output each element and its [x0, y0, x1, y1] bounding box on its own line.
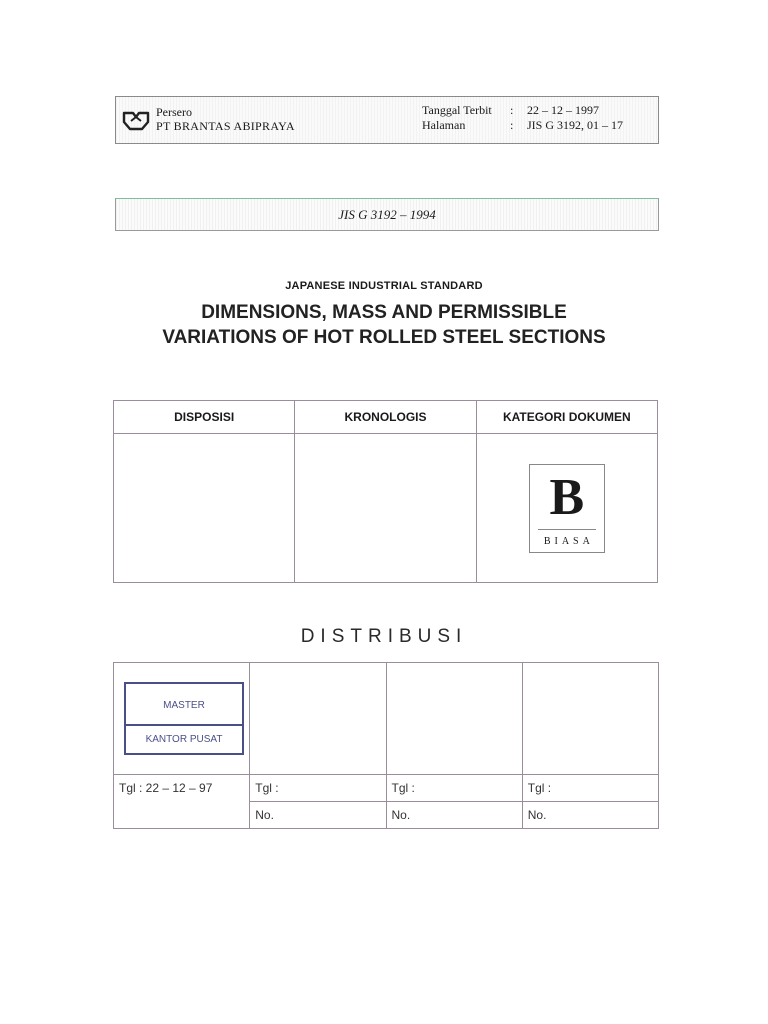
document-header: [115, 96, 659, 144]
company-name: PT BRANTAS ABIPRAYA: [156, 119, 295, 133]
distribution-table: [113, 662, 659, 829]
kronologis-cell: [295, 434, 476, 583]
stamp-master-text: MASTER: [126, 684, 242, 726]
company-block: [156, 105, 295, 133]
colon: :: [510, 103, 514, 117]
date-cell-1: Tgl : 22 – 12 – 97: [114, 775, 250, 829]
category-divider: [538, 529, 596, 530]
page-label: Halaman: [422, 118, 466, 132]
issue-date-label: Tanggal Terbit: [422, 103, 492, 117]
master-stamp: [124, 682, 244, 755]
page-value: JIS G 3192, 01 – 17: [527, 118, 624, 132]
stamp-office-text: KANTOR PUSAT: [145, 734, 223, 745]
document-title: [0, 300, 768, 350]
title-line-2: VARIATIONS OF HOT ROLLED STEEL SECTIONS: [162, 327, 606, 348]
standard-code-band: [115, 198, 659, 231]
no-cell-4: No.: [522, 802, 658, 829]
column-header-kategori: KATEGORI DOKUMEN: [476, 401, 657, 434]
company-prefix: Persero: [156, 105, 192, 119]
disposisi-cell: [114, 434, 295, 583]
header-meta: [422, 103, 623, 133]
no-cell-2: No.: [250, 802, 386, 829]
distribution-cell-2: [250, 663, 386, 775]
issue-date-value: 22 – 12 – 1997: [527, 103, 599, 117]
category-badge: [529, 464, 605, 553]
distribution-cell-4: [522, 663, 658, 775]
company-logo-icon: [121, 109, 151, 133]
kategori-cell: [476, 434, 657, 583]
date-cell-3: Tgl :: [386, 775, 522, 802]
distribution-title: DISTRIBUSI: [300, 626, 468, 647]
no-cell-3: No.: [386, 802, 522, 829]
document-control-table: [113, 400, 658, 583]
title-line-1: DIMENSIONS, MASS AND PERMISSIBLE: [201, 302, 567, 323]
standard-code: JIS G 3192 – 1994: [338, 206, 436, 222]
colon: :: [510, 118, 514, 132]
category-word: BIASA: [543, 535, 594, 547]
column-header-disposisi: DISPOSISI: [114, 401, 295, 434]
standard-type: JAPANESE INDUSTRIAL STANDARD: [285, 280, 483, 292]
distribution-cell-3: [386, 663, 522, 775]
category-letter: B: [549, 468, 585, 526]
date-cell-4: Tgl :: [522, 775, 658, 802]
date-cell-2: Tgl :: [250, 775, 386, 802]
column-header-kronologis: KRONOLOGIS: [295, 401, 476, 434]
distribution-cell-1: [114, 663, 250, 775]
